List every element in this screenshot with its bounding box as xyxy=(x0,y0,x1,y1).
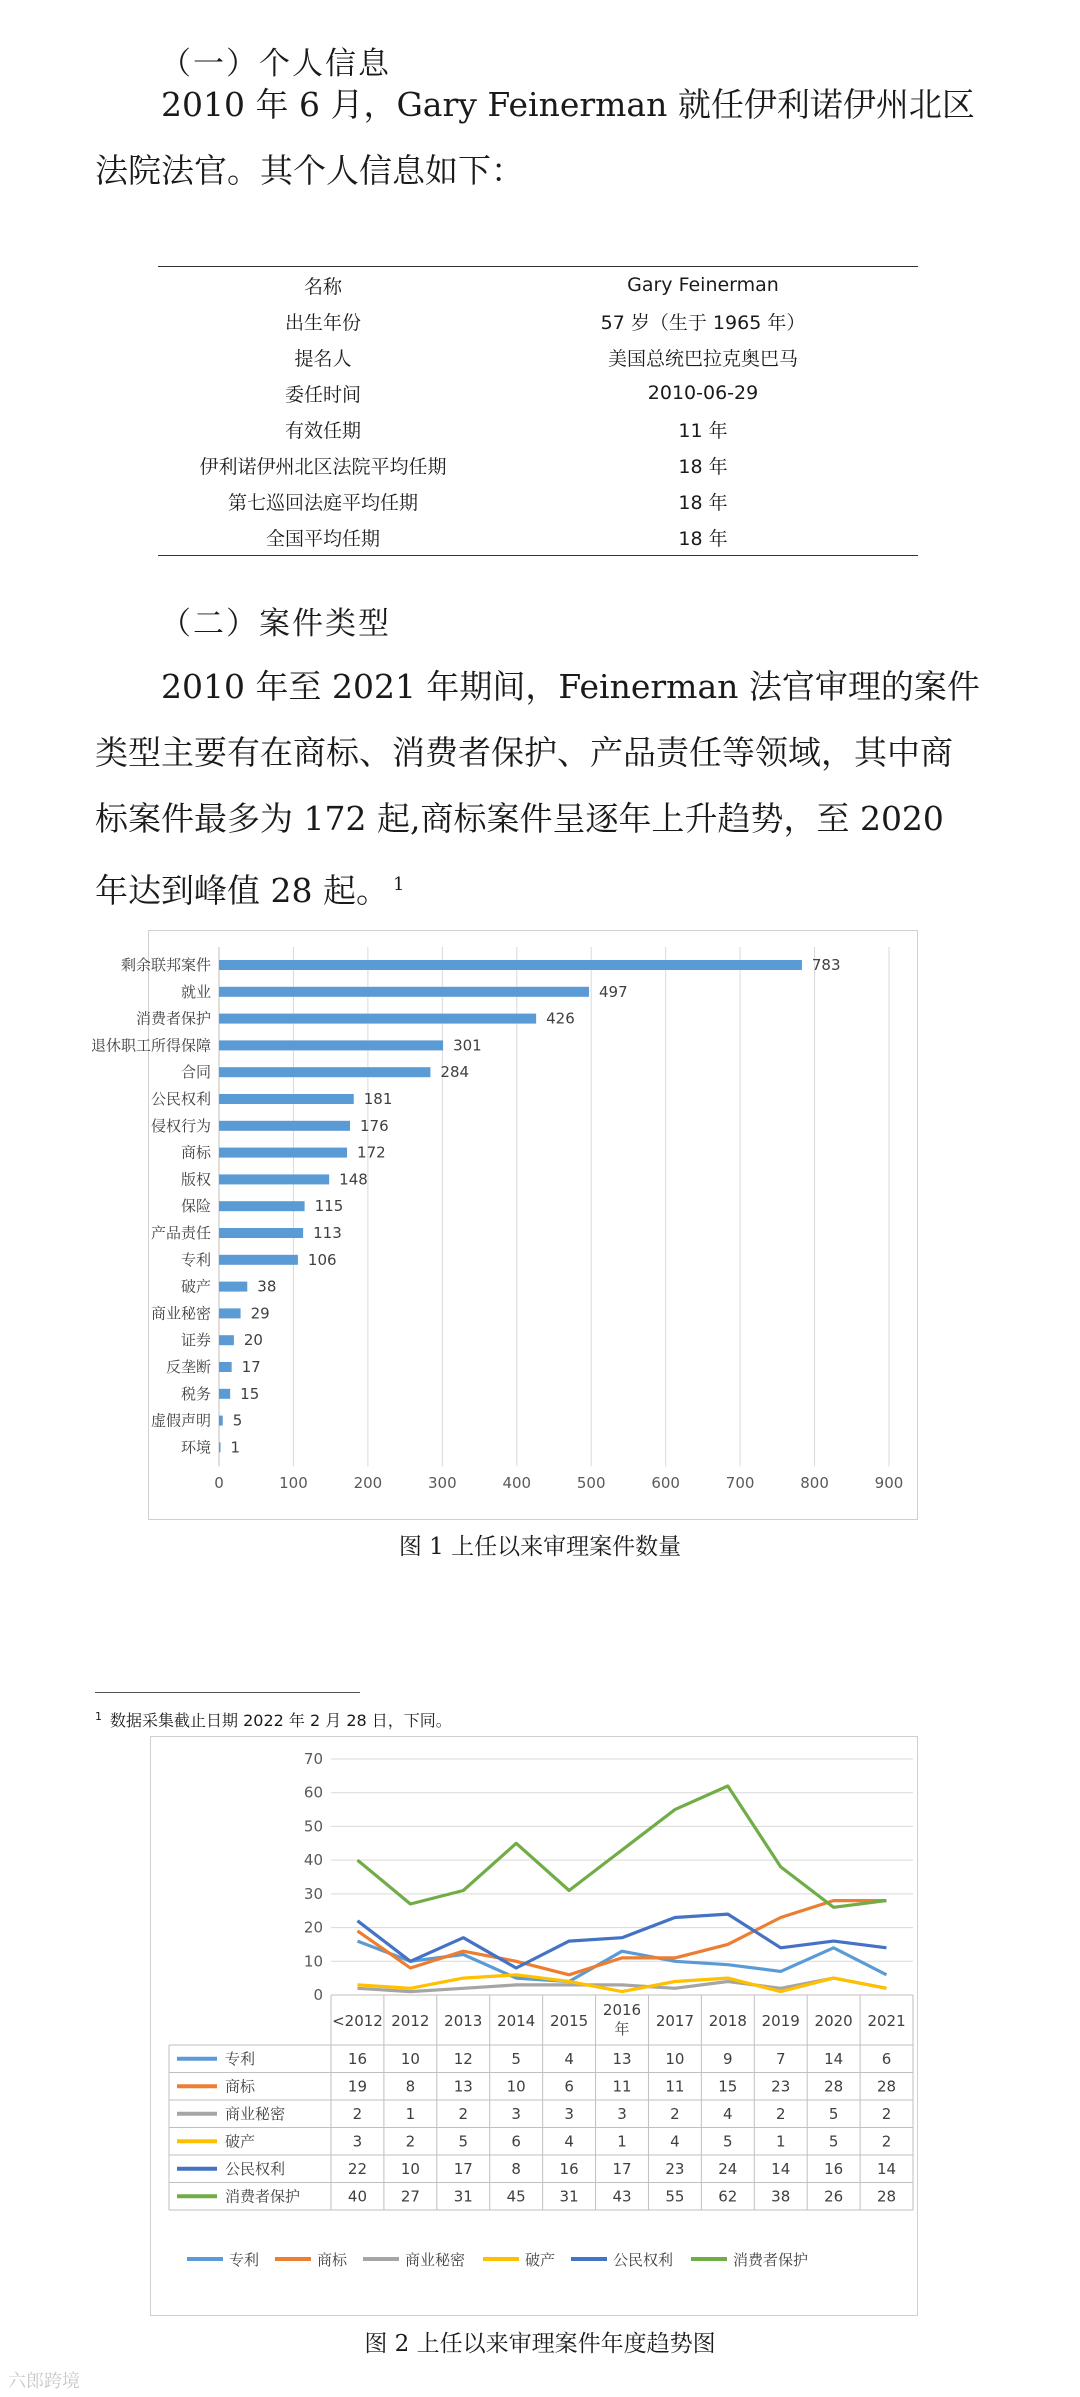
row-series-name: 商标 xyxy=(225,2077,256,2096)
table-cell: 28 xyxy=(824,2077,844,2096)
table-cell: 2 xyxy=(670,2104,680,2123)
table-cell: 62 xyxy=(718,2187,738,2206)
data-label: 15 xyxy=(240,1384,260,1403)
legend-label: 商标 xyxy=(317,2251,348,2269)
row-series-name: 公民权利 xyxy=(225,2159,286,2178)
table-cell: 11 xyxy=(612,2077,632,2096)
info-key: 伊利诺伊州北区法院平均任期 xyxy=(199,455,447,478)
info-row xyxy=(158,375,918,411)
table-cell: 1 xyxy=(775,2132,786,2151)
table-cell: 16 xyxy=(559,2159,579,2178)
table-cell: 5 xyxy=(511,2049,521,2068)
info-value: Gary Feinerman xyxy=(627,274,779,296)
info-key: 名称 xyxy=(303,275,342,298)
table-cell: 23 xyxy=(771,2077,791,2096)
data-label: 38 xyxy=(257,1277,277,1296)
x-tick-label: 100 xyxy=(279,1474,308,1493)
info-key: 第七巡回法庭平均任期 xyxy=(227,491,418,514)
bar xyxy=(219,987,589,997)
bar xyxy=(219,1416,223,1426)
bar xyxy=(219,1362,232,1372)
category-label: 商标 xyxy=(180,1143,211,1162)
x-tick-label: 800 xyxy=(800,1474,829,1493)
footnote-rule xyxy=(95,1692,360,1693)
bar xyxy=(219,1201,305,1211)
table-cell: 40 xyxy=(347,2187,368,2206)
category-label: 反垄断 xyxy=(165,1358,211,1376)
x-tick-label: 500 xyxy=(576,1474,606,1493)
bar xyxy=(219,1148,347,1158)
table-cell: 6 xyxy=(511,2132,521,2151)
table-cell: 2 xyxy=(458,2104,469,2123)
table-cell: 3 xyxy=(352,2132,363,2151)
data-label: 29 xyxy=(250,1304,270,1323)
series-line xyxy=(358,1786,887,1907)
category-label: 消费者保护 xyxy=(135,1009,211,1028)
x-tick-label: 2021 xyxy=(867,2012,906,2030)
line-chart xyxy=(151,1737,917,2315)
x-tick-label: 300 xyxy=(428,1474,457,1493)
info-key: 全国平均任期 xyxy=(265,527,380,550)
x-tick-label: 400 xyxy=(502,1474,532,1493)
table-cell: 2 xyxy=(881,2104,892,2123)
category-label: 合同 xyxy=(180,1063,211,1082)
data-label: 497 xyxy=(598,982,628,1001)
table-cell: 11 xyxy=(665,2077,685,2096)
y-tick-label: 20 xyxy=(303,1918,323,1937)
info-value: 57 岁（生于 1965 年） xyxy=(600,311,806,334)
category-label: 公民权利 xyxy=(150,1090,211,1108)
row-series-name: 商业秘密 xyxy=(225,2104,286,2123)
table-cell: 8 xyxy=(405,2077,416,2096)
info-row xyxy=(158,339,918,375)
category-label: 产品责任 xyxy=(150,1224,211,1242)
table-cell: 13 xyxy=(453,2077,473,2096)
x-tick-label: 2018 xyxy=(708,2012,747,2030)
data-label: 176 xyxy=(360,1116,389,1135)
y-tick-label: 10 xyxy=(303,1952,323,1971)
info-value: 美国总统巴拉克奥巴马 xyxy=(607,347,798,370)
x-tick-label: <2012 xyxy=(332,2012,383,2030)
data-label: 1 xyxy=(230,1438,241,1457)
table-cell: 14 xyxy=(824,2049,844,2068)
category-label: 证券 xyxy=(180,1331,211,1350)
category-label: 退休职工所得保障 xyxy=(90,1036,211,1055)
table-cell: 22 xyxy=(347,2159,368,2178)
table-cell: 24 xyxy=(718,2159,738,2178)
figure1-caption: 图 1 上任以来审理案件数量 xyxy=(398,1534,682,1560)
info-key: 有效任期 xyxy=(284,419,361,442)
bar xyxy=(219,1255,298,1265)
info-key: 出生年份 xyxy=(284,311,361,334)
data-label: 181 xyxy=(363,1090,393,1108)
bar xyxy=(219,1121,350,1131)
legend-label: 专利 xyxy=(229,2251,260,2269)
x-tick-label: 2020 xyxy=(814,2012,853,2030)
table-cell: 8 xyxy=(511,2159,521,2178)
bar xyxy=(219,1014,536,1024)
watermark: 六郎跨境 xyxy=(8,2371,80,2392)
bar xyxy=(219,1174,329,1184)
category-label: 环境 xyxy=(180,1438,211,1457)
legend-label: 消费者保护 xyxy=(733,2251,809,2269)
bar xyxy=(219,1282,247,1292)
info-table xyxy=(158,266,918,556)
table-cell: 3 xyxy=(617,2104,627,2123)
x-tick-label: 2012 xyxy=(391,2012,430,2030)
section1-title: （一）个人信息 xyxy=(160,46,391,82)
data-label: 426 xyxy=(546,1009,575,1028)
table-cell: 27 xyxy=(400,2187,420,2206)
table-cell: 16 xyxy=(347,2049,368,2068)
table-cell: 38 xyxy=(771,2187,791,2206)
table-cell: 12 xyxy=(453,2049,473,2068)
data-label: 5 xyxy=(232,1411,243,1430)
info-row xyxy=(158,483,918,519)
category-label: 保险 xyxy=(180,1197,211,1216)
table-cell: 3 xyxy=(564,2104,574,2123)
data-label: 115 xyxy=(314,1197,344,1216)
bar xyxy=(219,1040,443,1050)
category-label: 剩余联邦案件 xyxy=(120,956,211,974)
table-cell: 1 xyxy=(617,2132,627,2151)
table-cell: 17 xyxy=(453,2159,473,2178)
info-value: 11 年 xyxy=(678,419,728,442)
x-tick-label: 2016 年 xyxy=(602,2001,642,2038)
legend-label: 公民权利 xyxy=(613,2251,674,2269)
bar xyxy=(219,1389,230,1399)
x-tick-label: 0 xyxy=(214,1474,224,1493)
data-label: 172 xyxy=(357,1143,386,1162)
table-cell: 5 xyxy=(828,2104,839,2123)
x-tick-label: 900 xyxy=(874,1474,904,1493)
info-value: 18 年 xyxy=(678,491,728,514)
table-cell: 28 xyxy=(876,2187,897,2206)
table-cell: 2 xyxy=(881,2132,892,2151)
table-cell: 4 xyxy=(564,2049,574,2068)
info-row xyxy=(158,411,918,447)
table-cell: 17 xyxy=(612,2159,632,2178)
row-series-name: 破产 xyxy=(225,2132,256,2151)
y-tick-label: 70 xyxy=(303,1750,323,1768)
category-label: 就业 xyxy=(180,982,211,1001)
category-label: 税务 xyxy=(180,1384,211,1403)
table-cell: 23 xyxy=(665,2159,685,2178)
table-cell: 31 xyxy=(559,2187,579,2206)
bar xyxy=(219,1094,354,1104)
table-cell: 5 xyxy=(828,2132,839,2151)
table-cell: 4 xyxy=(723,2104,733,2123)
table-cell: 55 xyxy=(665,2187,685,2206)
table-cell: 15 xyxy=(718,2077,738,2096)
data-label: 17 xyxy=(241,1358,261,1376)
table-cell: 2 xyxy=(775,2104,786,2123)
category-label: 虚假声明 xyxy=(150,1411,211,1430)
x-tick-label: 2017 xyxy=(655,2012,695,2030)
table-cell: 19 xyxy=(347,2077,368,2096)
table-cell: 26 xyxy=(824,2187,844,2206)
section2-title: （二）案件类型 xyxy=(160,606,391,642)
bar xyxy=(219,1308,241,1318)
info-row xyxy=(158,447,918,483)
y-tick-label: 50 xyxy=(303,1817,323,1836)
row-series-name: 专利 xyxy=(225,2049,256,2068)
table-cell: 10 xyxy=(506,2077,526,2096)
info-key: 提名人 xyxy=(294,347,352,370)
table-cell: 43 xyxy=(612,2187,632,2206)
y-tick-label: 60 xyxy=(303,1783,323,1802)
table-cell: 31 xyxy=(453,2187,473,2206)
table-cell: 5 xyxy=(723,2132,733,2151)
bar xyxy=(219,1228,303,1238)
footnote: $^1$ 数据采集截止日期 2022 年 2 月 28 日，下同。 xyxy=(95,1709,452,1730)
data-label: 148 xyxy=(339,1170,368,1189)
info-value: 18 年 xyxy=(678,455,728,478)
y-tick-label: 40 xyxy=(303,1851,323,1870)
table-cell: 10 xyxy=(400,2159,420,2178)
data-label: 284 xyxy=(440,1063,470,1082)
x-tick-label: 600 xyxy=(651,1474,680,1493)
info-value: 18 年 xyxy=(678,527,728,550)
x-tick-label: 2019 xyxy=(761,2012,800,2030)
category-label: 侵权行为 xyxy=(150,1116,211,1135)
table-cell: 2 xyxy=(352,2104,363,2123)
bar xyxy=(219,1335,234,1345)
table-cell: 14 xyxy=(771,2159,791,2178)
category-label: 版权 xyxy=(180,1170,211,1189)
row-series-name: 消费者保护 xyxy=(225,2187,301,2206)
bar-chart xyxy=(90,931,917,1519)
data-label: 113 xyxy=(313,1224,342,1242)
table-cell: 7 xyxy=(775,2049,786,2068)
info-value: 2010-06-29 xyxy=(647,382,759,404)
y-tick-label: 0 xyxy=(313,1986,323,2004)
table-cell: 4 xyxy=(670,2132,680,2151)
table-cell: 28 xyxy=(876,2077,897,2096)
para1: 2010 年 6 月，Gary Feinerman 就任伊利诺伊州北区法院法官。其个人信息如下： xyxy=(95,85,975,190)
table-cell: 14 xyxy=(876,2159,897,2178)
table-cell: 5 xyxy=(458,2132,469,2151)
bar xyxy=(219,1067,430,1077)
table-cell: 16 xyxy=(824,2159,844,2178)
category-label: 破产 xyxy=(180,1277,211,1296)
table-cell: 6 xyxy=(564,2077,574,2096)
table-cell: 1 xyxy=(405,2104,416,2123)
data-label: 783 xyxy=(811,956,841,974)
info-key: 委任时间 xyxy=(284,383,361,406)
legend-label: 破产 xyxy=(525,2251,556,2269)
data-label: 301 xyxy=(453,1036,482,1055)
para2: 2010 年至 2021 年期间，Feinerman 法官审理的案件类型主要有在商标、消费者保护、产品责任等领域，其中商标案件最多为 172 起,商标案件呈逐年上升趋势，至 2020 年达到峰值 28 起。 $^1$ xyxy=(95,667,980,910)
category-label: 专利 xyxy=(180,1250,211,1269)
figure2-caption: 图 2 上任以来审理案件年度趋势图 xyxy=(364,2331,716,2357)
data-label: 20 xyxy=(243,1331,263,1350)
y-tick-label: 30 xyxy=(303,1884,323,1903)
table-cell: 10 xyxy=(400,2049,420,2068)
x-tick-label: 200 xyxy=(353,1474,383,1493)
figure1-frame xyxy=(90,930,918,1520)
info-row xyxy=(158,519,918,556)
table-cell: 3 xyxy=(511,2104,521,2123)
table-cell: 13 xyxy=(612,2049,632,2068)
category-label: 商业秘密 xyxy=(150,1304,211,1323)
x-tick-label: 2013 xyxy=(444,2012,483,2030)
x-tick-label: 700 xyxy=(725,1474,755,1493)
table-cell: 2 xyxy=(405,2132,416,2151)
data-label: 106 xyxy=(307,1250,337,1269)
table-cell: 4 xyxy=(564,2132,574,2151)
info-row xyxy=(158,303,918,339)
figure2-frame xyxy=(150,1736,918,2316)
bar xyxy=(219,1442,221,1452)
x-tick-label: 2014 xyxy=(497,2012,536,2030)
legend-label: 商业秘密 xyxy=(405,2251,466,2269)
bar xyxy=(219,960,802,970)
table-cell: 45 xyxy=(506,2187,526,2206)
table-cell: 10 xyxy=(665,2049,685,2068)
table-cell: 9 xyxy=(723,2049,733,2068)
info-row xyxy=(158,267,918,304)
table-cell: 6 xyxy=(881,2049,892,2068)
x-tick-label: 2015 xyxy=(549,2012,589,2030)
